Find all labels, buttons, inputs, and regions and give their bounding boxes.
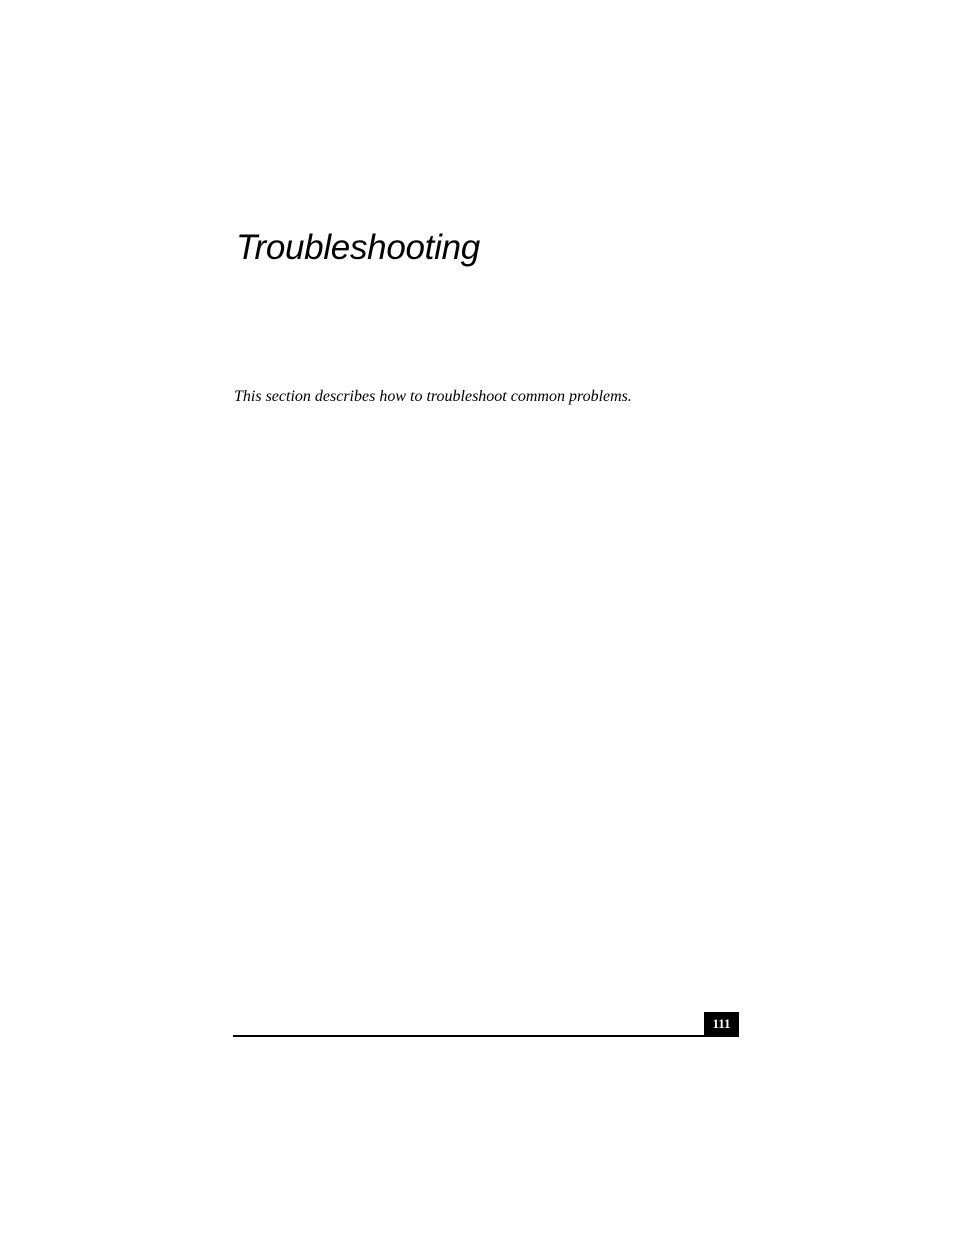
chapter-title: Troubleshooting xyxy=(236,228,480,267)
footer-rule xyxy=(233,1035,739,1037)
page-number-badge: 111 xyxy=(704,1012,739,1036)
chapter-intro: This section describes how to troubleshoot common problems. xyxy=(234,388,632,405)
